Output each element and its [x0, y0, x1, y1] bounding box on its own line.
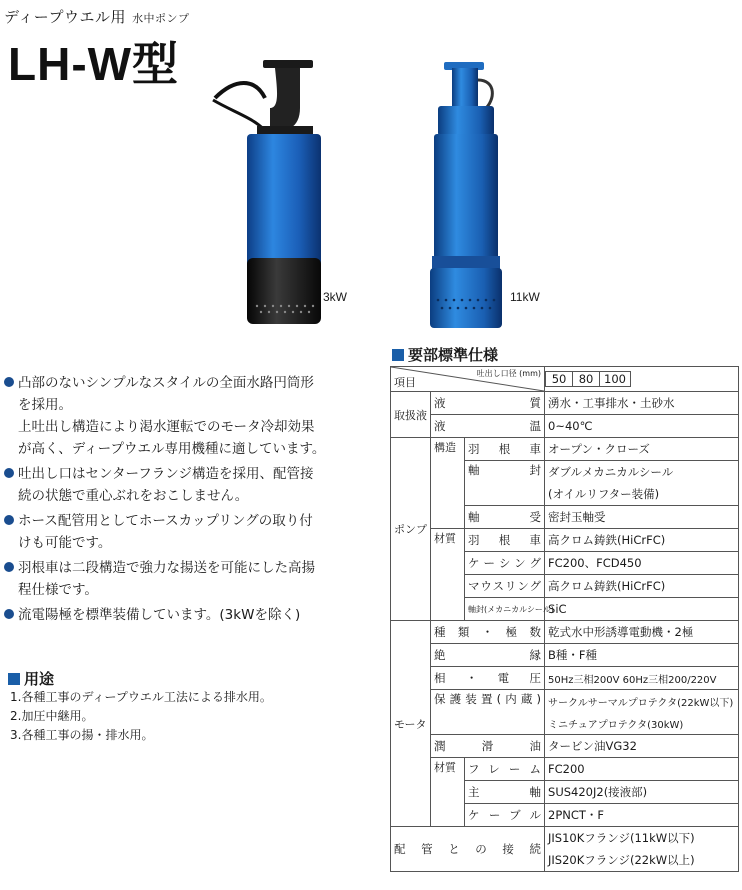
row-value: JIS10Kフランジ(11kW以下) [545, 827, 739, 850]
row-label: 軸封 [465, 461, 545, 506]
square-icon [8, 673, 20, 685]
row-value: (オイルリフター装備) [545, 483, 739, 506]
row-value: B種・F種 [545, 644, 739, 667]
row-label: 羽根車 [465, 529, 545, 552]
row-value: オープン・クローズ [545, 438, 739, 461]
model-title: LH-W型 [8, 38, 180, 90]
row-value: 0~40℃ [545, 415, 739, 438]
group-liquid: 取扱液 [391, 392, 431, 438]
row-label: 相・電圧 [431, 667, 545, 690]
table-row [391, 438, 739, 461]
pump-3kw-caption: 3kW [323, 290, 347, 304]
row-value: ダブルメカニカルシール [545, 461, 739, 484]
feature-line: 羽根車は二段構造で強力な揚送を可能にした高揚 [18, 560, 315, 576]
uses-list [10, 688, 272, 745]
subgroup-material: 材質 [431, 529, 465, 621]
table-row [391, 758, 739, 781]
table-row [391, 827, 739, 850]
bullet-icon [4, 468, 14, 478]
pump-11kw-image [424, 60, 514, 332]
feature-line: 上吐出し構造により渇水運転でのモータ冷却効果 [18, 419, 315, 435]
feature-item [4, 463, 356, 507]
row-label: ケーブル [465, 804, 545, 827]
row-value: 2PNCT・F [545, 804, 739, 827]
row-label: 種類・極数 [431, 621, 545, 644]
subgroup-structure: 構造 [431, 438, 465, 529]
row-value: 高クロム鋳鉄(HiCrFC) [545, 529, 739, 552]
category-subtitle: 水中ポンプ [132, 12, 190, 25]
row-label: 潤滑油 [431, 735, 545, 758]
row-value: SUS420J2(接液部) [545, 781, 739, 804]
row-label: フレーム [465, 758, 545, 781]
row-label: 軸受 [465, 506, 545, 529]
row-value: サークルサーマルプロテクタ(22kW以下) [545, 690, 739, 713]
feature-item [4, 557, 356, 601]
row-value: 密封玉軸受 [545, 506, 739, 529]
feature-line: が高く、ディープウエル専用機種に適しています。 [18, 441, 326, 457]
row-value: 乾式水中形誘導電動機・2極 [545, 621, 739, 644]
feature-item [4, 510, 356, 554]
row-label: 羽根車 [465, 438, 545, 461]
row-label: 液温 [431, 415, 545, 438]
spec-heading [392, 344, 498, 365]
feature-item [4, 372, 356, 460]
row-value: 湧水・工事排水・土砂水 [545, 392, 739, 415]
row-value: 50Hz三相200V 60Hz三相200/220V [545, 667, 739, 690]
use-item: 1.各種工事のディープウエル工法による排水用。 [10, 690, 272, 704]
corner-top-label: 吐出し口径 (mm) [476, 369, 542, 378]
bullet-icon [4, 377, 14, 387]
row-label: 保護装置(内蔵) [431, 690, 545, 735]
pump-11kw-caption: 11kW [510, 290, 540, 304]
group-motor: モータ [391, 621, 431, 827]
table-row [391, 667, 739, 690]
feature-item [4, 604, 356, 626]
row-label: 軸封(メカニカルシール) [465, 598, 545, 621]
size-value: 50 [545, 371, 573, 387]
feature-line: 吐出し口はセンターフランジ構造を採用、配管接 [18, 466, 314, 482]
bullet-icon [4, 562, 14, 572]
feature-line: 凸部のないシンプルなスタイルの全面水路円筒形 [18, 375, 314, 391]
square-icon [392, 349, 404, 361]
row-value: JIS20Kフランジ(22kW以上) [545, 849, 739, 872]
feature-line: 続の状態で重心ぶれをおこしません。 [18, 488, 249, 504]
subgroup-material: 材質 [431, 758, 465, 827]
row-value: 高クロム鋳鉄(HiCrFC) [545, 575, 739, 598]
uses-heading-text: 用途 [24, 670, 55, 688]
category-title: ディープウエル用 [4, 8, 127, 26]
bullet-icon [4, 609, 14, 619]
feature-line: 流電陽極を標準装備しています。(3kWを除く) [18, 607, 301, 623]
table-row [391, 621, 739, 644]
row-value: FC200、FCD450 [545, 552, 739, 575]
row-label: ケーシング [465, 552, 545, 575]
feature-line: 程仕様です。 [18, 582, 98, 598]
row-label: 液質 [431, 392, 545, 415]
feature-line: ホース配管用としてホースカップリングの取り付 [18, 513, 313, 529]
group-pump: ポンプ [391, 438, 431, 621]
spec-table [390, 366, 739, 872]
corner-bottom-label: 項目 [394, 376, 416, 389]
row-label: 主軸 [465, 781, 545, 804]
features-list [4, 372, 356, 629]
row-label: 配管との接続 [391, 827, 545, 872]
category-header [4, 6, 190, 27]
use-item: 2.加圧中継用。 [10, 709, 94, 723]
row-value: SiC [545, 598, 739, 621]
table-row [391, 735, 739, 758]
row-label: マウスリング [465, 575, 545, 598]
table-row [391, 529, 739, 552]
table-row [391, 644, 739, 667]
table-row [391, 367, 739, 392]
row-value: ミニチュアプロテクタ(30kW) [545, 712, 739, 735]
use-item: 3.各種工事の揚・排水用。 [10, 728, 154, 742]
spec-heading-text: 要部標準仕様 [408, 346, 499, 364]
row-label: 絶縁 [431, 644, 545, 667]
uses-heading [8, 668, 54, 689]
feature-line: けも可能です。 [18, 535, 112, 551]
table-row [391, 690, 739, 713]
table-row [391, 392, 739, 415]
sizes-cell [545, 367, 739, 392]
row-value: FC200 [545, 758, 739, 781]
corner-cell [391, 367, 545, 392]
size-value: 100 [599, 371, 631, 387]
bullet-icon [4, 515, 14, 525]
row-value: タービン油VG32 [545, 735, 739, 758]
table-row [391, 415, 739, 438]
size-value: 80 [572, 371, 600, 387]
feature-line: を採用。 [18, 397, 72, 413]
